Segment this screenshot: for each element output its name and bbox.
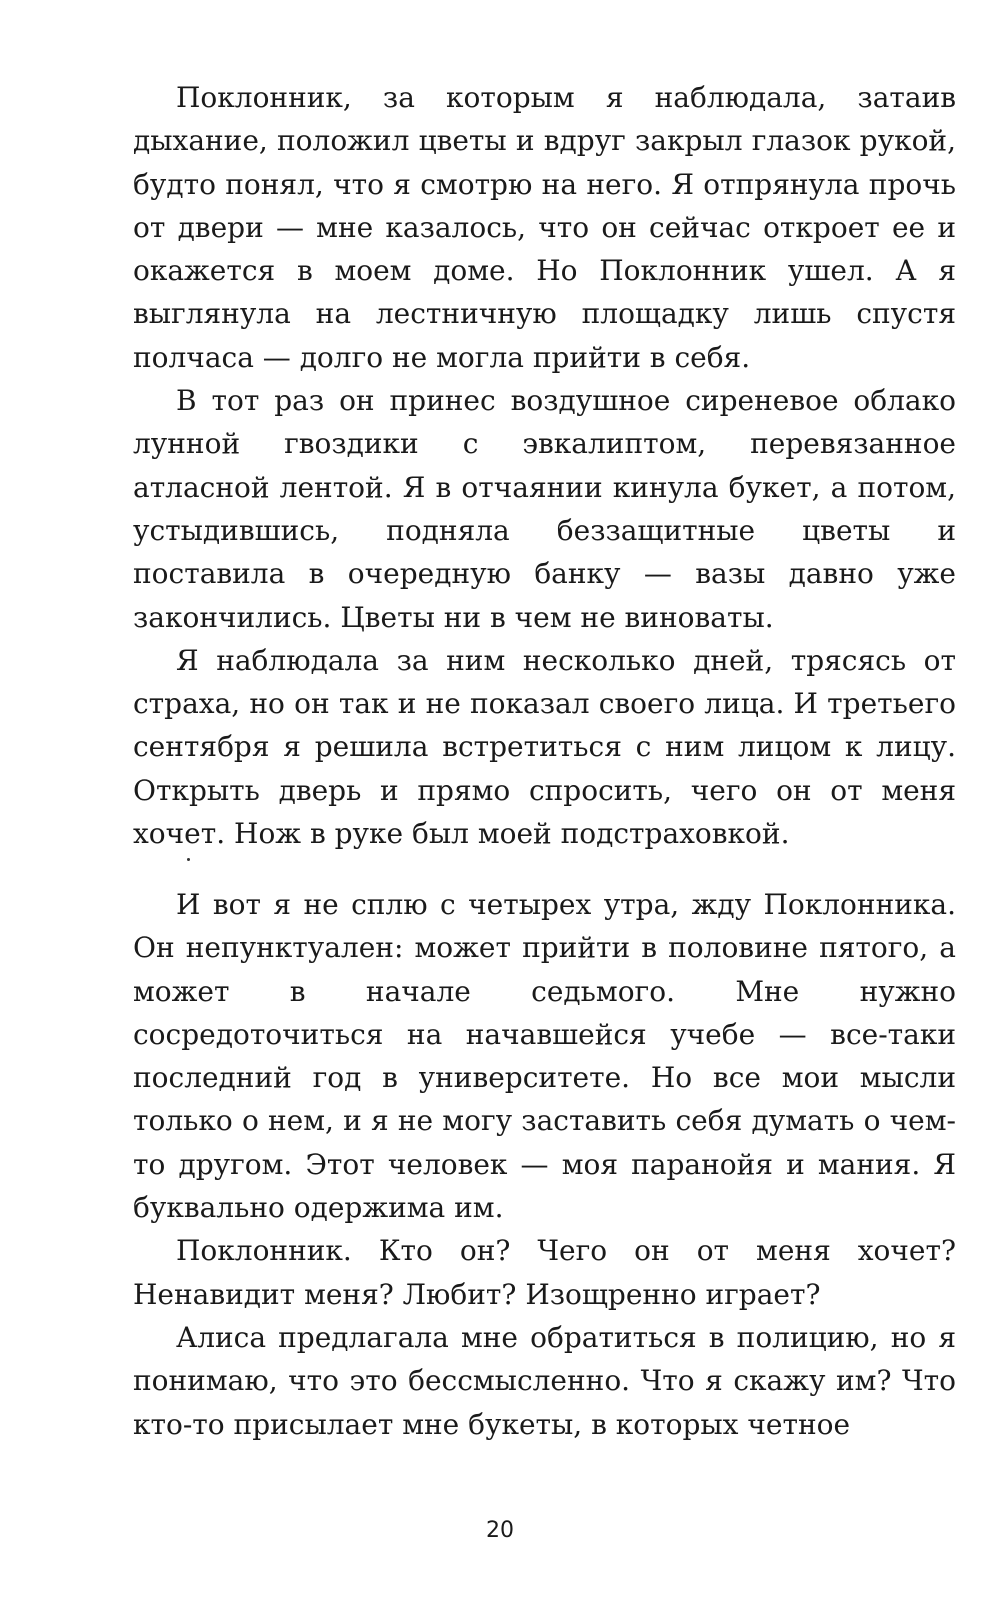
paragraph: В тот раз он принес воздушное сиреневое облако лунной гвоздики с эвкалиптом, перевязанное атласной лентой. Я в отчаянии кинула букет, а потом, устыдившись, подняла беззащитные цветы и поставила в очередную банку — вазы давно уже закончились. Цветы ни в чем не виноваты.: [133, 384, 956, 634]
paragraph: Поклонник, за которым я наблюдала, затаив дыхание, положил цветы и вдруг закрыл глазок рукой, будто понял, что я смотрю на него. Я отпрянула прочь от двери — мне казалось, что он сейчас откроет ее и окажется в моем доме. Но Поклонник ушел. А я выглянула на лестничную площадку лишь спустя полчаса — долго не могла прийти в себя.: [133, 81, 956, 374]
paragraph: Поклонник. Кто он? Чего он от меня хочет? Ненавидит меня? Любит? Изощренно играет?: [133, 1234, 956, 1311]
page-number: 20: [486, 1518, 514, 1543]
paragraph: И вот я не сплю с четырех утра, жду Поклонника. Он непунктуален: может прийти в половине пятого, а может в начале седьмого. Мне нужно сосредоточиться на начавшейся учебе — все-таки последний год в университете. Но все мои мысли только о нем, и я не могу заставить себя думать о чем-то другом. Этот человек — моя паранойя и мания. Я буквально одержима им.: [133, 888, 956, 1225]
text-section-two: [133, 883, 956, 1446]
paragraph: Я наблюдала за ним несколько дней, трясясь от страха, но он так и не показал своего лица. И третьего сентября я решила встретиться с ним лицом к лицу. Открыть дверь и прямо спросить, чего он от меня хочет. Нож в руке был моей подстраховкой.: [133, 643, 956, 851]
paragraph: Алиса предлагала мне обратиться в полицию, но я понимаю, что это бессмысленно. Что я скажу им? Что кто-то присылает мне букеты, в которых четное: [133, 1320, 956, 1441]
text-section-one: [133, 76, 956, 855]
section-break-mark: [187, 858, 190, 861]
